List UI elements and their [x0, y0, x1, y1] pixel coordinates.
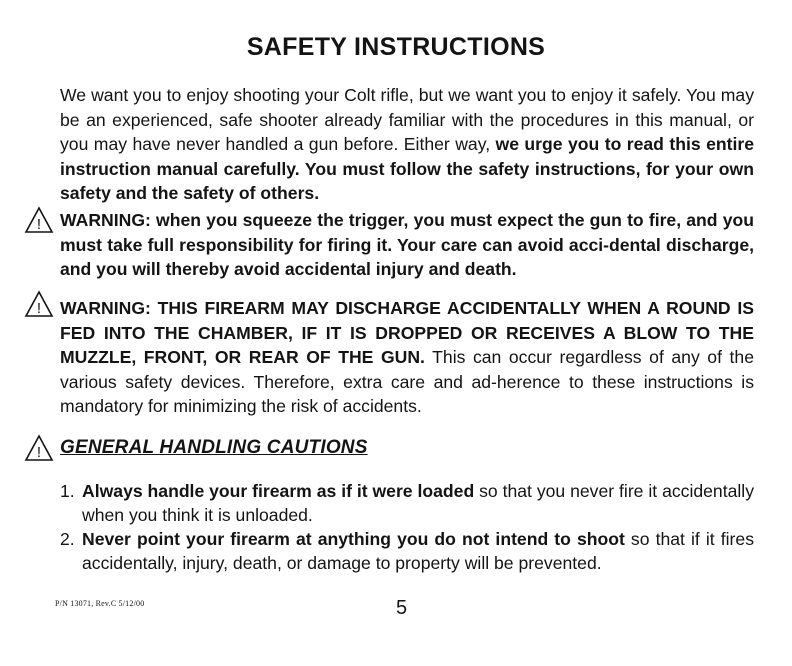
- intro-text: We want you to enjoy shooting your Colt rifle, but we want you to enjoy it safely. You may be an experienced, safe shooter already familiar with the procedures in this manual, or you may have never handled a gun before. Either way,: [60, 85, 754, 154]
- warning-2-paragraph: [60, 296, 754, 419]
- warning-triangle-icon: [24, 434, 54, 462]
- warning-triangle-icon: [24, 206, 54, 234]
- list-item-number: 1.: [60, 481, 75, 501]
- general-handling-heading: GENERAL HANDLING CAUTIONS: [60, 437, 368, 458]
- warning-2-emphasis: WARNING: THIS FIREARM MAY DISCHARGE ACCIDENTALLY WHEN A ROUND IS FED INTO THE CHAMBER, IF IT IS DROPPED OR RECEIVES A BLOW TO THE MUZZLE, FRONT, OR REAR OF THE GUN.: [60, 298, 754, 367]
- warning-triangle-icon: [24, 290, 54, 318]
- intro-emphasis: we urge you to read this entire instruction manual carefully. You must follow the safety instructions, for your own safety and the safety of others.: [60, 134, 754, 203]
- list-item: [60, 527, 754, 575]
- list-item-text: [82, 479, 754, 527]
- list-item: [60, 479, 754, 527]
- warning-1-paragraph: [60, 208, 754, 282]
- page-number: 5: [396, 597, 408, 619]
- list-item-body: so that you never fire it accidentally when you think it is unloaded.: [82, 481, 754, 525]
- part-number-footer: P/N 13071, Rev.C 5/12/00: [55, 599, 145, 608]
- list-item-emphasis: Always handle your firearm as if it were loaded: [82, 481, 475, 501]
- list-item-body: so that if it fires accidentally, injury, death, or damage to property will be prevented.: [82, 529, 755, 573]
- warning-2-text: This can occur regardless of any of the various safety devices. Therefore, extra care and ad-herence to these instructions is mandatory for minimizing the risk of accidents.: [60, 347, 754, 416]
- svg-text:!: !: [36, 300, 42, 317]
- list-item-number: 2.: [60, 529, 75, 549]
- svg-text:!: !: [36, 444, 42, 461]
- list-item-emphasis: Never point your firearm at anything you do not intend to shoot: [82, 529, 625, 549]
- intro-paragraph: [60, 83, 754, 206]
- warning-1-text: WARNING: when you squeeze the trigger, you must expect the gun to fire, and you must take full responsibility for firing it. Your care can avoid acci-dental discharge, and you will thereby avoid accidental injury and death.: [60, 210, 754, 279]
- page-title: SAFETY INSTRUCTIONS: [246, 33, 546, 61]
- svg-text:!: !: [36, 216, 42, 233]
- list-item-text: [82, 527, 754, 575]
